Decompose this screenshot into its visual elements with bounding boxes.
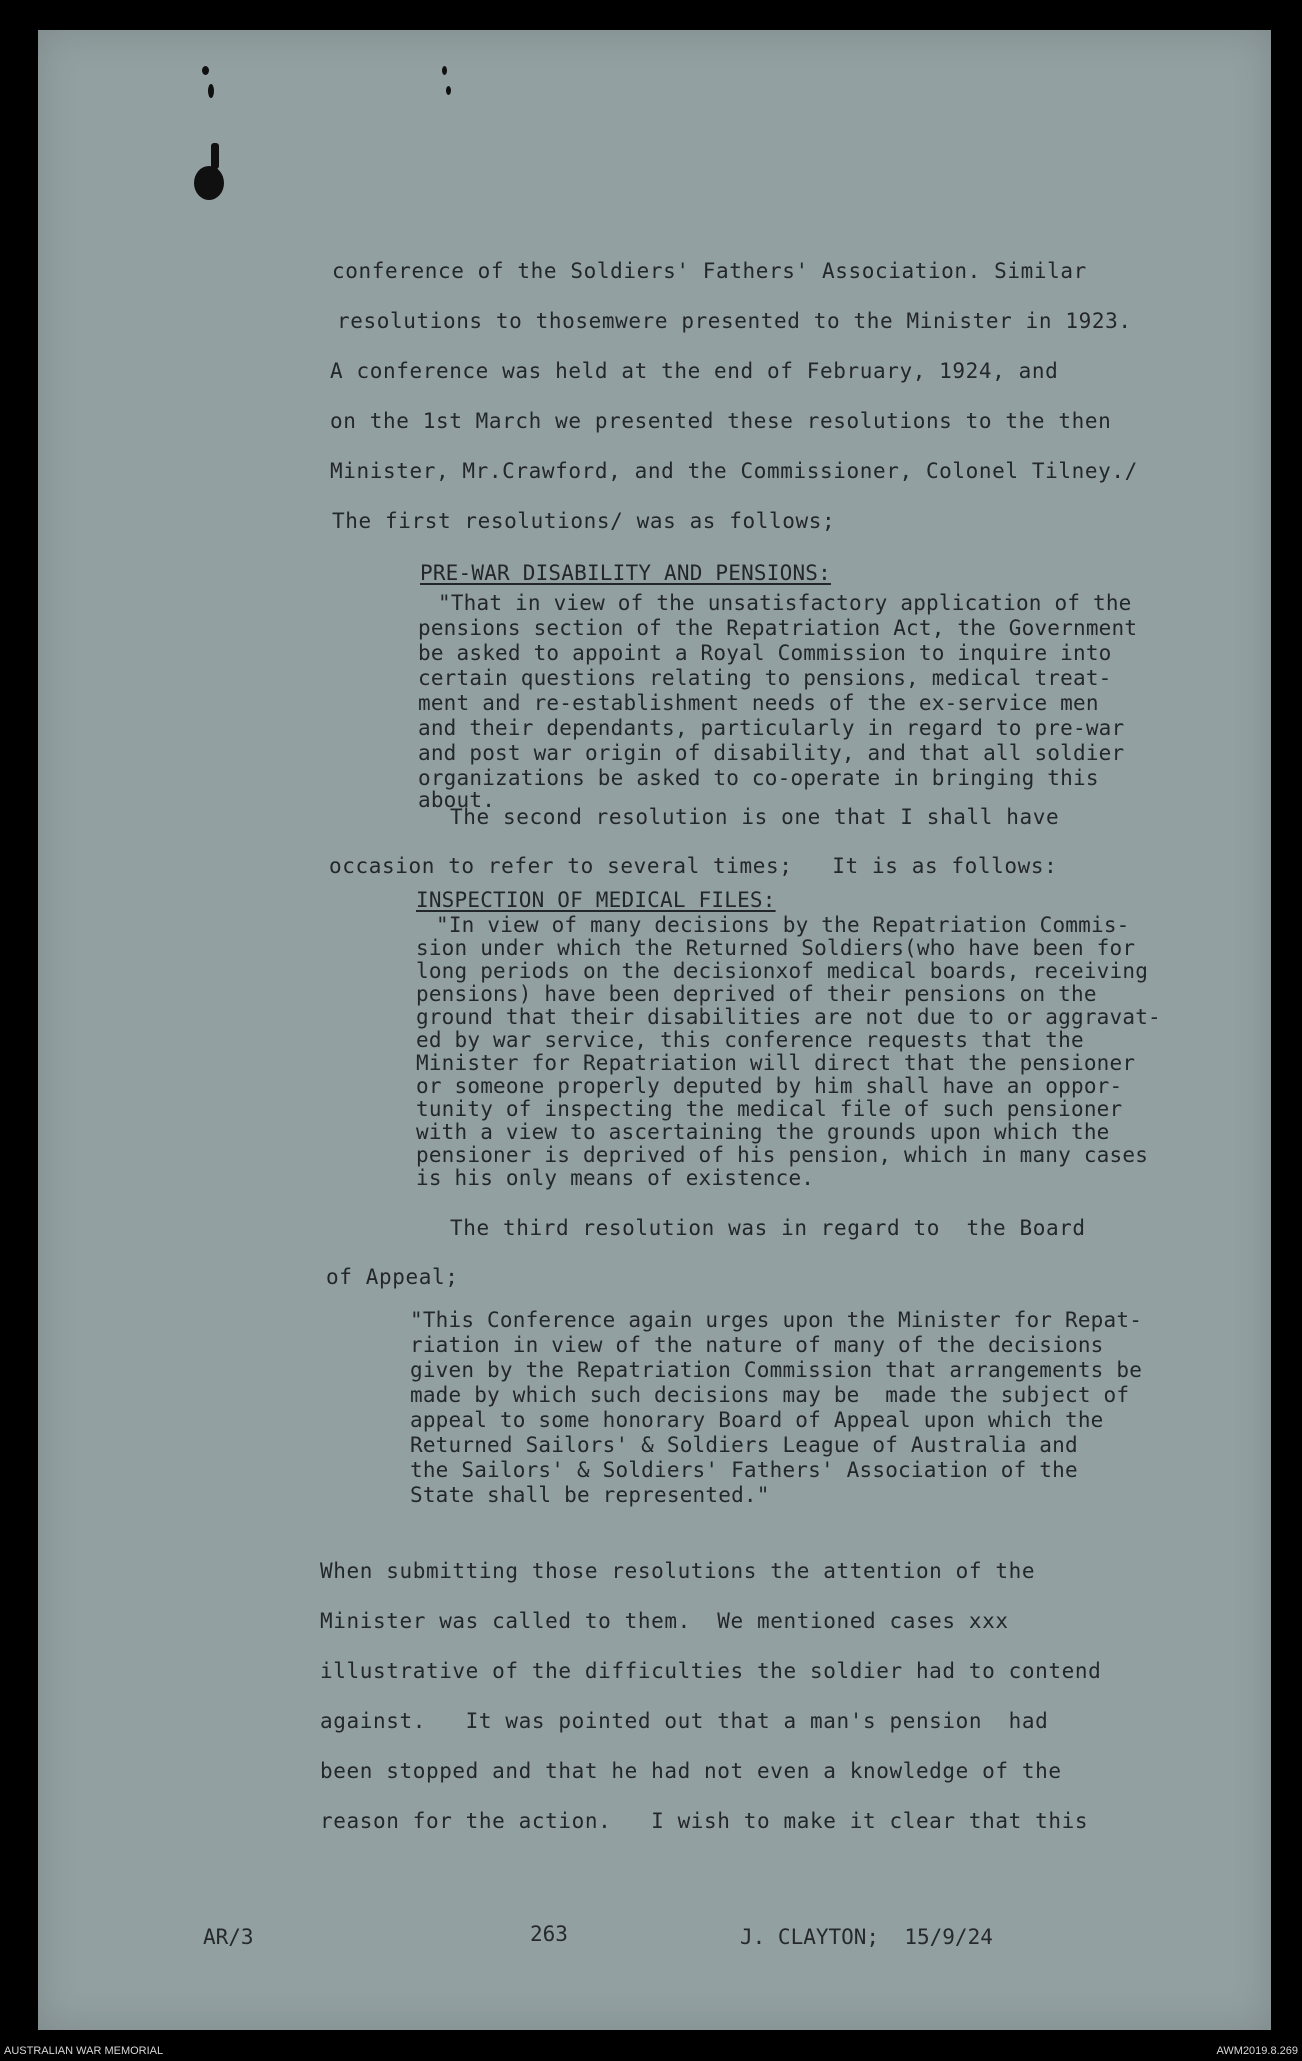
text-line: riation in view of the nature of many of the decisions — [410, 1333, 1104, 1357]
text-line: ment and re-establishment needs of the ex-service men — [418, 691, 1099, 715]
text-line: been stopped and that he had not even a knowledge of the — [320, 1759, 1062, 1783]
text-line: and their dependants, particularly in regard to pre-war — [418, 716, 1125, 740]
text-line: pensioner is deprived of his pension, which in many cases — [416, 1143, 1149, 1167]
text-line: made by which such decisions may be made the subject of — [410, 1383, 1130, 1407]
text-line: about. — [418, 788, 496, 812]
text-line: State shall be represented." — [410, 1483, 770, 1507]
text-line: against. It was pointed out that a man's pension had — [320, 1709, 1049, 1733]
text-line: be asked to appoint a Royal Commission to inquire into — [418, 641, 1112, 665]
text-line: When submitting those resolutions the attention of the — [320, 1559, 1036, 1583]
footer-reference: AR/3 — [203, 1925, 254, 1949]
resolution-heading: PRE-WAR DISABILITY AND PENSIONS: — [420, 561, 831, 585]
text-line: Minister for Repatriation will direct that the pensioner — [416, 1051, 1136, 1075]
text-line: reason for the action. I wish to make it clear that this — [320, 1809, 1089, 1833]
text-line: resolutions to thosemwere presented to the Minister in 1923. — [337, 309, 1132, 333]
text-line: "In view of many decisions by the Repatriation Commis- — [436, 913, 1130, 937]
text-line: The first resolutions/ was as follows; — [332, 509, 836, 533]
typed-text — [38, 30, 1271, 2030]
text-line: pensions) have been deprived of their pensions on the — [416, 982, 1097, 1006]
text-line: Returned Sailors' & Soldiers League of Australia and — [410, 1433, 1078, 1457]
text-line: organizations be asked to co-operate in bringing this — [418, 766, 1099, 790]
document-page — [38, 30, 1271, 2030]
text-line: given by the Repatriation Commission that arrangements be — [410, 1358, 1143, 1382]
text-line: long periods on the decisionxof medical boards, receiving — [416, 959, 1149, 983]
text-line: is his only means of existence. — [416, 1166, 815, 1190]
text-line: Minister was called to them. We mentioned cases xxx — [320, 1609, 1009, 1633]
text-line: on the 1st March we presented these resolutions to the then — [330, 409, 1112, 433]
text-line: occasion to refer to several times; It is as follows: — [329, 854, 1058, 878]
text-line: pensions section of the Repatriation Act, the Government — [418, 616, 1138, 640]
text-line: ground that their disabilities are not due to or aggravat- — [416, 1005, 1161, 1029]
text-line: or someone properly deputed by him shall have an oppor- — [416, 1074, 1123, 1098]
archive-label: AUSTRALIAN WAR MEMORIAL — [4, 2045, 164, 2057]
text-line: Minister, Mr.Crawford, and the Commissioner, Colonel Tilney./ — [330, 459, 1138, 483]
text-line: the Sailors' & Soldiers' Fathers' Association of the — [410, 1458, 1078, 1482]
text-line: and post war origin of disability, and that all soldier — [418, 741, 1125, 765]
text-line: ed by war service, this conference requests that the — [416, 1028, 1084, 1052]
text-line: sion under which the Returned Soldiers(who have been for — [416, 936, 1136, 960]
resolution-heading: INSPECTION OF MEDICAL FILES: — [416, 888, 776, 912]
text-line: with a view to ascertaining the grounds upon which the — [416, 1120, 1110, 1144]
text-line: certain questions relating to pensions, medical treat- — [418, 666, 1112, 690]
text-line: A conference was held at the end of February, 1924, and — [330, 359, 1059, 383]
archive-reference: AWM2019.8.269 — [1216, 2045, 1298, 2057]
text-line: "This Conference again urges upon the Minister for Repat- — [410, 1308, 1143, 1332]
text-line: The second resolution is one that I shall have — [450, 805, 1060, 829]
text-line: conference of the Soldiers' Fathers' Association. Similar — [332, 259, 1087, 283]
footer-speaker-date: J. CLAYTON; 15/9/24 — [740, 1925, 993, 1949]
text-line: "That in view of the unsatisfactory application of the — [438, 591, 1132, 615]
footer-page-number: 263 — [530, 1922, 568, 1946]
text-line: of Appeal; — [326, 1265, 459, 1289]
text-line: appeal to some honorary Board of Appeal upon which the — [410, 1408, 1104, 1432]
text-line: illustrative of the difficulties the soldier had to contend — [320, 1659, 1102, 1683]
text-line: The third resolution was in regard to the Board — [450, 1216, 1086, 1240]
text-line: tunity of inspecting the medical file of such pensioner — [416, 1097, 1123, 1121]
